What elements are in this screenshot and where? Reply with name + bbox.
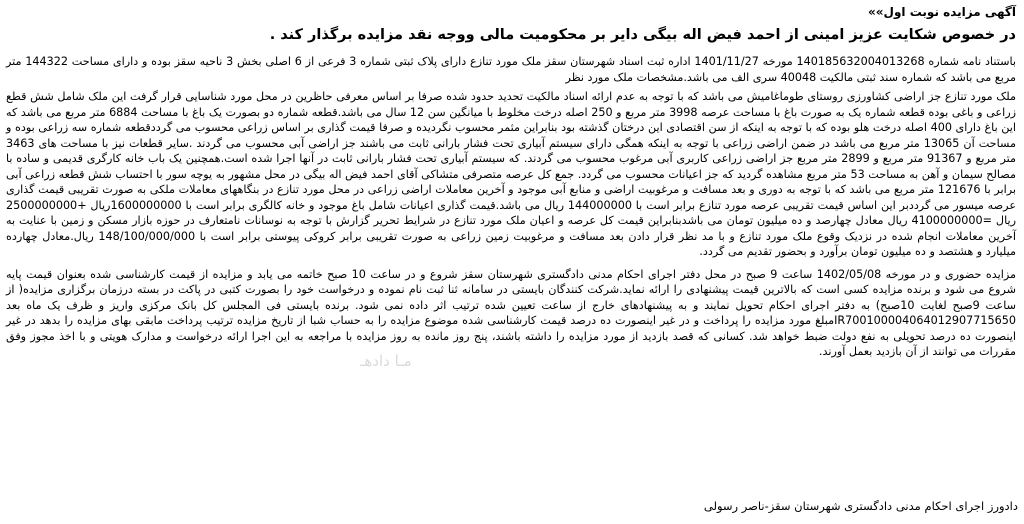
auction-notice xyxy=(6,4,1016,524)
property-description-paragraph: ملک مورد تنازع جز اراضی کشاورزی روستای طوماغامیش می باشد که با توجه به عدم ارائه اسناد مالکیت تحدید حدود شده صرفا بر اساس معرفی حاظرین در محل مورد شناسایی قرار گرفت این ملک شامل شش قطع زراعی و باغی بوده قطعه شماره یک به صورت باغ با مساحت عرصه 3998 متر مربع و 250 اصله درخت مخلوط با میانگین سن 12 سال می باشد.قطعه شماره دو بصورت یک باغ با مساحت 6884 متر مربع می باشد که این باغ دارای 400 اصله درخت هلو بوده که با توجه به اینکه از سن اقتصادی این درختان گذشته بود بنابراین مثمر محسوب نگردیده و صرفا قیمت گذاری بر اساس زراعی محسوب می گرددقطعه شماره سه زراعی بوده و مساحت آن 13065 متر مربع می باشد در ضمن اراضی زراعی با توجه به اینکه همگی دارای سیستم آبیاری تحت فشار بارانی ثابت می باشند جز اراضی آبی محسوب می گردند .سایر قطعات نیز با مساحت های 3463 متر مربع و 91367 متر مربع و 2899 متر مربع جز اراضی زراعی کاربری آبی مرغوب محسوب می گردند. که سیستم آبیاری تحت فشار بارانی ثابت در آنها اجرا شده است.همچنین یک باب خانه کارگری قدیمی و ساده با مصالح سیمان و آهن به مساحت 53 متر مربع مشاهده گردید که جز اعیانات محسوب می گردد. جمع کل عرصه متصرفی متشاکی آقای احمد فیض اله بیگی در محل مشهور به یوچه سور با احتساب شش قطعه زراعی آبی برابر با 121676 متر مربع می باشد که با توجه به دوری و بعد مسافت و مرغوبیت اراضی و منابع آبی موجود و آخرین معاملات اراضی زراعی در محل مورد تنازع در بنگاههای معاملات ملکی به صورت تقریبی قیمت گذاری عرصه میسور می گرددبر این اساس قیمت تقریبی عرصه مورد تنازع برابر است با 144000000 ریال می باشد.قیمت گذاری اعیانات شامل باغ موجود و خانه کالگری برابر است با 1600000000ریال +2500000000 ریال =4100000000 ریال معادل چهارصد و ده میلیون تومان می باشدبنابراین قیمت کل عرصه و اعیان ملک مورد تنازع در شرایط تحریر گزارش با توجه به نوسانات نامتعارف در حوزه بازار مسکن و زمین با عنایت به آخرین معاملات انجام شده در نزدیک وقوع ملک مورد تنازع و با مد نظر قرار دادن بعد مسافت و مرغوبیت زمین زراعی به صورت تقریبی برابر کروکی پیوستی برابر است با 148/100/000/000 ریال.معادل چهارده میلیارد و هشتصد و ده میلیون تومان برآورد و بحضور تقدیم می گردد. xyxy=(6,90,1017,258)
watermark-text: مـا دادهـ xyxy=(360,352,412,370)
registration-paragraph: باستناد نامه شماره 140185632004013268 مورخه 1401/11/27 اداره ثبت اسناد شهرستان سقز ملک مورد تنازع دارای پلاک ثبتی شماره 3 فرعی از 6 اصلی بخش 3 ناحیه سقز بوده و دارای مساحت 144322 متر مربع می باشد که شماره سند ثبتی مالکیت 40048 سری الف می باشد.مشخصات ملک مورد نظر xyxy=(6,55,1016,84)
notice-subject: در خصوص شکایت عزیز امینی از احمد فیض اله بیگی دایر بر محکومیت مالی ووجه نقد مزایده برگذار کند . xyxy=(269,27,1016,43)
notice-signature: دادورز اجرای احکام مدنی دادگستری شهرستان سقز-ناصر رسولی xyxy=(703,499,1018,513)
auction-terms-paragraph: مزایده حضوری و در مورخه 1402/05/08 ساعت 9 صبح در محل دفتر اجرای احکام مدنی دادگستری شهرستان سقز شروع و در ساعت 10 صبح خاتمه می یابد و مزایده از قیمت کارشناسی شده بعنوان قیمت پایه شروع می شود و برنده مزایده کسی است که بالاترین قیمت پیشنهادی را ارائه نماید.شرکت کنندگان بایستی در سامانه ثنا ثبت نام نموده و درخواست خود را بصورت کتبی در پاکت در بسته درزمان برگزاری مزایده( از ساعت 9صبح لغایت 10صبح) به دفتر اجرای احکام تحویل نمایند و به پیشنهادهای خارج از ساعت تعیین شده ترتیب اثر داده نمی شود. برنده بایستی فی المجلس کل بانک مرکزی واریز و ظرف یک ماه بعد IR700100004064012907715650مبلغ مورد مزایده را پرداخت و در غیر اینصورت ده درصد قیمت کارشناسی شده موضوع مزایده را به حساب شبا از تاریخ مزایده ترتیب پرداخت مابقی بهای مزایده را بدهد در غیر اینصورت ده درصد تحویلی به نفع دولت ضبط خواهد شد. کسانی که قصد بازدید از مورد مزایده را داشته باشند، پنج روز مانده به روز مزایده با مراجعه به این اجرا ارائه درخواست و مدارک هویتی و با اخذ مجوز وفق مقررات می توانند از آن بازدید بعمل آورند. xyxy=(6,267,1017,358)
notice-heading: آگهی مزایده نوبت اول»» xyxy=(868,5,1016,19)
